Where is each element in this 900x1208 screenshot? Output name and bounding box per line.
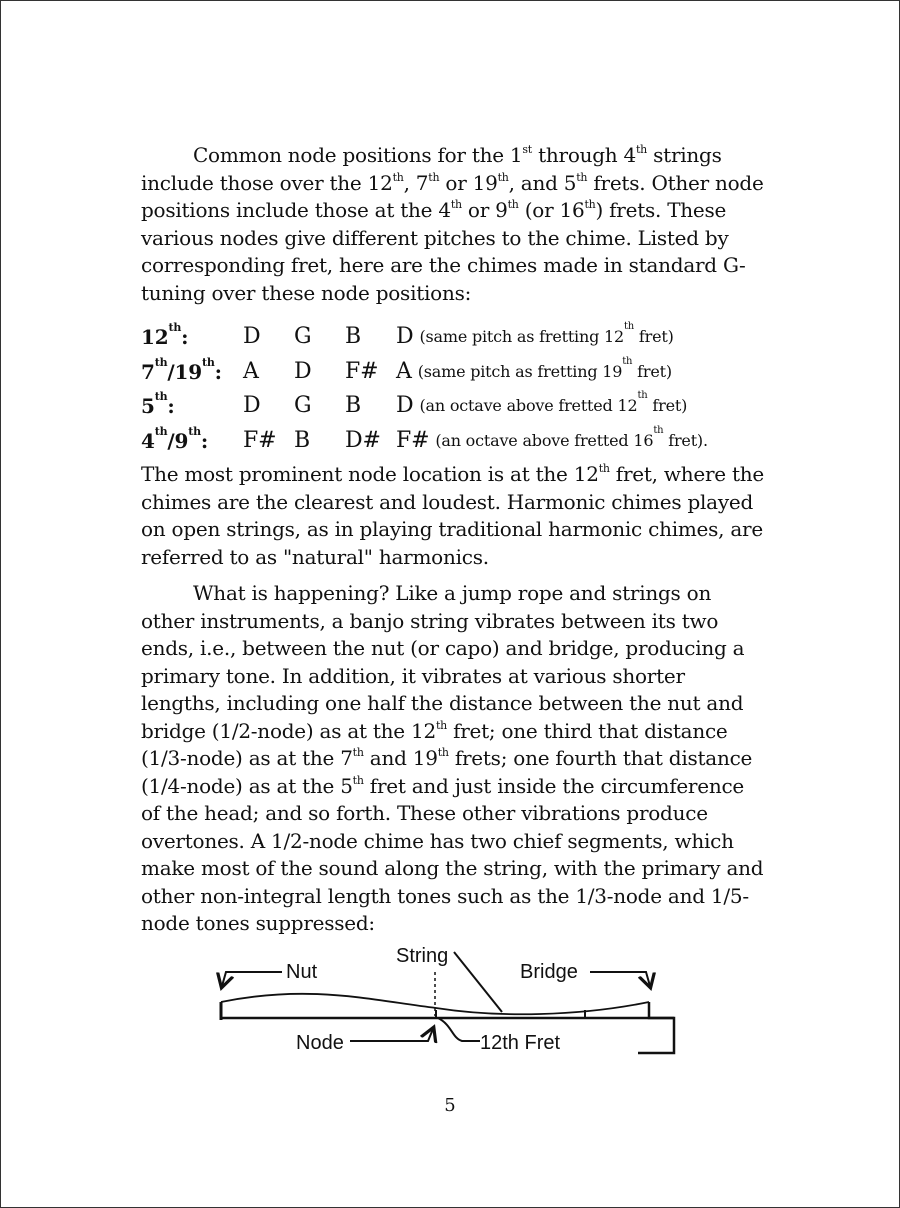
fret-arrow	[438, 1018, 480, 1041]
label-node: Node	[296, 1032, 344, 1054]
note: G	[294, 324, 312, 349]
chime-row-5th	[141, 389, 708, 424]
label-nut: Nut	[286, 961, 318, 983]
pitch-note: (an octave above fretted 16th fret).	[435, 424, 708, 450]
pitch-note: (same pitch as fretting 19th fret)	[417, 355, 672, 381]
fingerboard	[220, 1018, 674, 1053]
label-bridge: Bridge	[520, 961, 578, 983]
note: D	[243, 324, 261, 349]
string-node-diagram	[200, 930, 690, 1062]
paragraph-what-is-happening: What is happening? Like a jump rope and strings on other instruments, a banjo string vibrates between its two ends, i.e., between the nut (or capo) and bridge, producing a primary tone. In addition, it vibrates at various shorter lengths, including one half the distance between the nut and bridge (1/2-node) as at the 12th fret; one third that distance (1/3-node) as at the 7th and 19th frets; one fourth that distance (1/4-node) as at the 5th fret and just inside the circumference of the head; and so forth. These other vibrations produce overtones. A 1/2-node chime has two chief segments, which make most of the sound along the string, with the primary and other non-integral length tones such as the 1/3-node and 1/5-node tones suppressed:	[141, 581, 764, 935]
node-arrow	[350, 1029, 433, 1041]
nut-arrow	[222, 972, 282, 986]
note: F#	[345, 358, 379, 384]
fret-label: 7th/19th:	[141, 355, 222, 384]
paragraph-prominent-node: The most prominent node location is at the 12th fret, where the chimes are the clearest and loudest. Harmonic chimes played on open strings, as in playing traditional harmonic chimes, are referred to as "natural" harmonics.	[141, 462, 764, 569]
bridge-arrow	[590, 972, 650, 986]
page-number: 5	[444, 1095, 456, 1116]
label-12th-fret: 12th Fret	[480, 1032, 561, 1054]
note: D	[396, 324, 414, 349]
chime-row-7th-19th	[141, 355, 708, 390]
fret-label: 5th:	[141, 390, 175, 418]
bridge-post	[649, 1002, 674, 1018]
note: G	[294, 393, 312, 418]
note: D	[294, 358, 312, 384]
fret-label: 12th:	[141, 321, 189, 349]
chime-row-12th	[141, 320, 708, 355]
note: D	[396, 393, 414, 418]
note: A	[243, 358, 259, 384]
paragraph-node-positions: Common node positions for the 1st through 4th strings include those over the 12th, 7th or 19th, and 5th frets. Other node positions include those at the 4th or 9th (or 16th) frets. These various nodes give different pitches to the chime. Listed by corresponding fret, here are the chimes made in standard G-tuning over these node positions:	[141, 143, 764, 305]
note: D#	[345, 427, 381, 453]
note: B	[345, 393, 361, 418]
chime-row-4th-9th	[141, 424, 708, 459]
note: A	[396, 358, 412, 384]
note: D	[243, 393, 261, 418]
pitch-note: (an octave above fretted 12th fret)	[419, 390, 688, 415]
chime-table	[141, 320, 708, 458]
fret-label: 4th/9th:	[141, 424, 209, 453]
string-pointer	[454, 952, 502, 1012]
note: B	[345, 324, 361, 349]
note: B	[294, 427, 310, 453]
note: F#	[396, 427, 430, 453]
label-string: String	[396, 945, 449, 967]
note: F#	[243, 427, 277, 453]
pitch-note: (same pitch as fretting 12th fret)	[419, 321, 674, 346]
